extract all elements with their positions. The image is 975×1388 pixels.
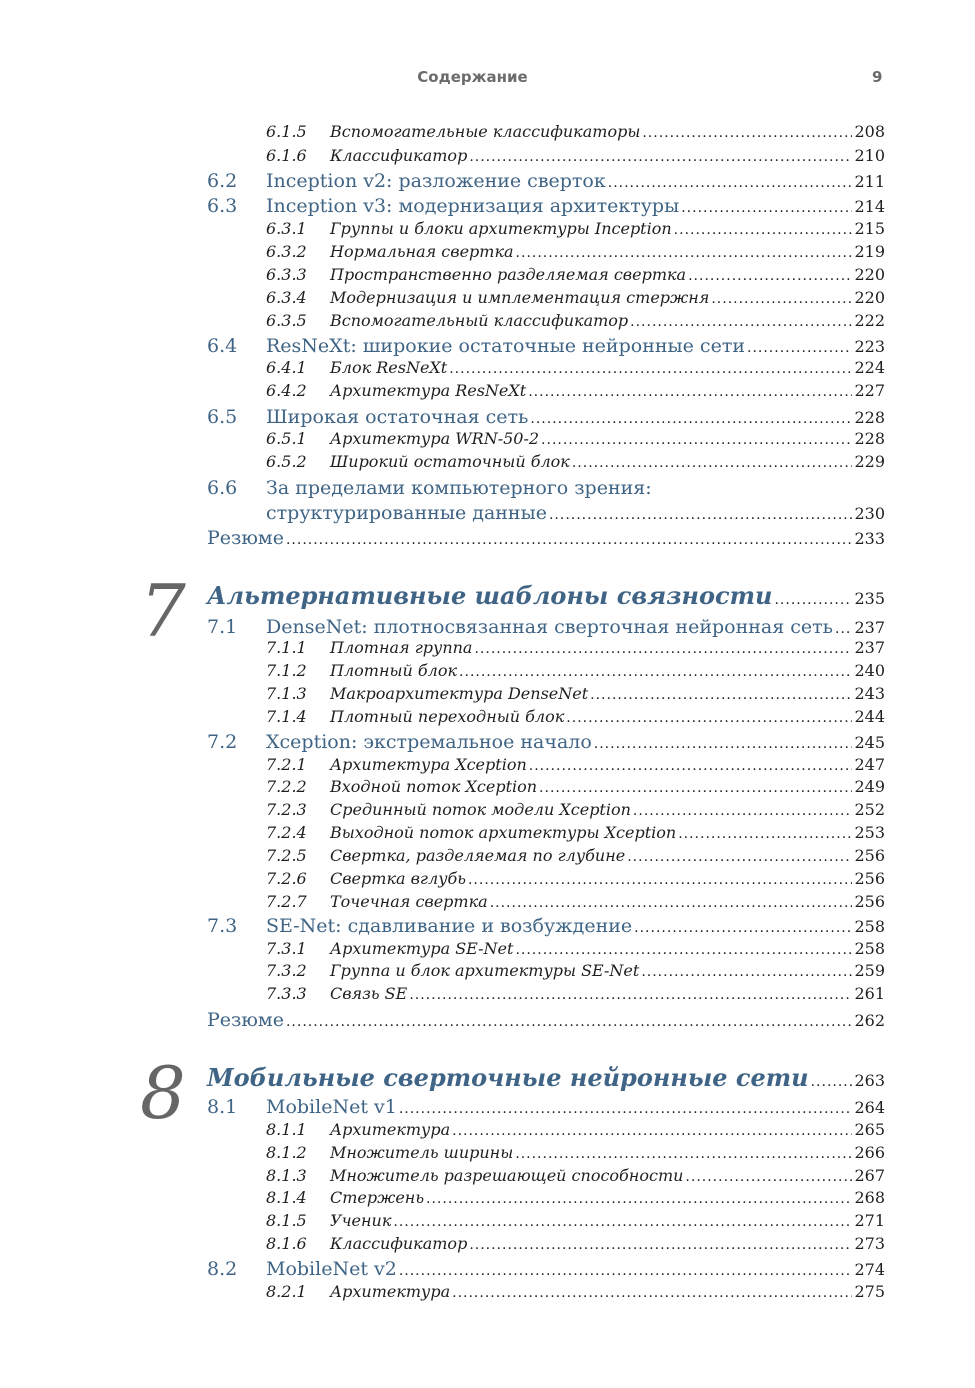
dot-leader: [530, 411, 852, 427]
toc-page-number: 253: [854, 823, 885, 842]
toc-page-number: 244: [854, 707, 885, 726]
toc-page-number: 274: [854, 1260, 885, 1279]
toc-entry-title: Xception: экстремальное начало: [266, 731, 592, 753]
toc-entry[interactable]: [0, 219, 975, 241]
toc-page-number: 230: [854, 504, 885, 523]
toc-page-number: 271: [854, 1211, 885, 1230]
toc-page-number: 220: [854, 265, 885, 284]
toc-entry-number: 7.2.1: [266, 755, 307, 774]
toc-page-number: 265: [854, 1120, 885, 1139]
toc-entry-title: Архитектура: [330, 1282, 451, 1301]
toc-entry-title: DenseNet: плотносвязанная сверточная нейронная сеть: [266, 616, 834, 638]
toc-page-number: 243: [854, 684, 885, 703]
toc-entry-title: Выходной поток архитектуры Xception: [330, 823, 677, 842]
dot-leader: [608, 175, 853, 191]
chapter-title: Альтернативные шаблоны связности: [207, 581, 773, 610]
dot-leader: [678, 826, 852, 842]
toc-entry-number: 6.4: [207, 335, 238, 357]
toc-entry-number: 7.2: [207, 731, 238, 753]
toc-entry-title: Inception v3: модернизация архитектуры: [266, 195, 680, 217]
dot-leader: [286, 532, 852, 548]
toc-entry[interactable]: [0, 1211, 975, 1233]
dot-leader: [468, 872, 852, 888]
toc-page-number: 229: [854, 452, 885, 471]
dot-leader: [515, 1146, 852, 1162]
toc-page-number: 252: [854, 800, 885, 819]
toc-entry-title: Ученик: [330, 1211, 392, 1230]
dot-leader: [515, 942, 852, 958]
toc-entry-number: 7.3.2: [266, 961, 307, 980]
toc-entry-number: 8.1: [207, 1096, 238, 1118]
toc-entry-title: Множитель ширины: [330, 1143, 514, 1162]
dot-leader: [409, 987, 852, 1003]
toc-page-number: 262: [854, 1011, 885, 1030]
toc-page-number: 233: [854, 529, 885, 548]
toc-entry[interactable]: [0, 684, 975, 706]
dot-leader: [452, 1123, 852, 1139]
toc-entry-title: структурированные данные: [266, 502, 547, 524]
chapter-number: 8: [140, 1051, 186, 1135]
toc-entry[interactable]: [0, 242, 975, 264]
toc-summary-entry[interactable]: [0, 1009, 975, 1031]
dot-leader: [529, 758, 853, 774]
toc-entry-title: Архитектура: [330, 1120, 451, 1139]
toc-entry-title: Блок ResNeXt: [330, 358, 448, 377]
dot-leader: [399, 1101, 853, 1117]
toc-entry-number: 6.5.2: [266, 452, 307, 471]
toc-entry-title: Свертка вглубь: [330, 869, 466, 888]
dot-leader: [399, 1263, 853, 1279]
dot-leader: [594, 736, 853, 752]
toc-entry-title: Плотный блок: [330, 661, 458, 680]
toc-entry-number: 7.1.3: [266, 684, 307, 703]
toc-entry-number: 7.3.3: [266, 984, 307, 1003]
toc-entry-title: За пределами компьютерного зрения:: [266, 477, 652, 499]
toc-entry[interactable]: [0, 502, 975, 524]
toc-entry-title: Стержень: [330, 1188, 425, 1207]
toc-entry[interactable]: [0, 892, 975, 914]
toc-entry-number: 6.5: [207, 406, 238, 428]
dot-leader: [688, 268, 852, 284]
toc-entry[interactable]: [0, 1143, 975, 1165]
toc-entry-title: Вспомогательный классификатор: [330, 311, 629, 330]
dot-leader: [516, 245, 853, 261]
toc-entry-title: Группы и блоки архитектуры Inception: [330, 219, 672, 238]
toc-entry[interactable]: [0, 823, 975, 845]
toc-entry[interactable]: [0, 755, 975, 777]
dot-leader: [474, 641, 852, 657]
toc-entry[interactable]: [0, 1234, 975, 1256]
dot-leader: [566, 710, 852, 726]
dot-leader: [469, 1237, 852, 1253]
toc-entry-number: 8.2: [207, 1258, 238, 1280]
toc-page-number: 247: [854, 755, 885, 774]
toc-entry-number: 7.1.2: [266, 661, 307, 680]
toc-page-number: 219: [854, 242, 885, 261]
toc-entry-title: SE-Net: сдавливание и возбуждение: [266, 915, 633, 937]
toc-entry-number: 7.1.4: [266, 707, 307, 726]
toc-page-number: 227: [854, 381, 885, 400]
toc-entry-title: MobileNet v2: [266, 1258, 397, 1280]
toc-entry-title: Архитектура WRN-50-2: [330, 429, 540, 448]
toc-entry[interactable]: [0, 170, 975, 192]
toc-page-number: 258: [854, 917, 885, 936]
toc-entry[interactable]: [0, 265, 975, 287]
toc-entry-title: Точечная свертка: [330, 892, 488, 911]
toc-entry-title: Связь SE: [330, 984, 408, 1003]
toc-entry-number: 6.1.5: [266, 122, 307, 141]
toc-entry[interactable]: [0, 638, 975, 660]
toc-entry[interactable]: [0, 616, 975, 638]
toc-entry-number: 6.2: [207, 170, 238, 192]
toc-page-number: 215: [854, 219, 885, 238]
dot-leader: [627, 849, 852, 865]
toc-entry-number: 6.3.5: [266, 311, 307, 330]
toc-entry[interactable]: [0, 311, 975, 333]
toc-page-number: 220: [854, 288, 885, 307]
dot-leader: [469, 149, 852, 165]
toc-page-number: 237: [854, 638, 885, 657]
toc-entry-number: 7.1.1: [266, 638, 307, 657]
toc-entry[interactable]: [0, 961, 975, 983]
toc-entry-number: 8.1.4: [266, 1188, 307, 1207]
toc-entry-number: 7.3: [207, 915, 238, 937]
dot-leader: [774, 592, 852, 608]
toc-entry-number: 6.5.1: [266, 429, 307, 448]
dot-leader: [674, 222, 853, 238]
toc-entry-title: Макроархитектура DenseNet: [330, 684, 589, 703]
toc-entry-number: 7.2.2: [266, 777, 307, 796]
dot-leader: [528, 384, 852, 400]
toc-entry-title: MobileNet v1: [266, 1096, 397, 1118]
toc-entry-number: 6.4.1: [266, 358, 307, 377]
toc-page-number: 228: [854, 408, 885, 427]
toc-entry[interactable]: [0, 984, 975, 1006]
toc-entry-title: Резюме: [207, 1009, 284, 1031]
toc-entry-wrapped-first-line[interactable]: [0, 477, 975, 499]
toc-chapter-entry[interactable]: [0, 581, 975, 611]
toc-entry-title: Модернизация и имплементация стержня: [330, 288, 710, 307]
toc-entry-number: 8.1.5: [266, 1211, 307, 1230]
toc-entry-title: Группа и блок архитектуры SE-Net: [330, 961, 640, 980]
dot-leader: [630, 314, 852, 330]
toc-entry-number: 7.2.5: [266, 846, 307, 865]
toc-entry-number: 6.3.2: [266, 242, 307, 261]
toc-entry[interactable]: [0, 381, 975, 403]
toc-page-number: 266: [854, 1143, 885, 1162]
toc-entry-title: Пространственно разделяемая свертка: [330, 265, 687, 284]
toc-entry-title: Inception v2: разложение сверток: [266, 170, 606, 192]
toc-page-number: 263: [854, 1071, 885, 1090]
toc-entry-title: Нормальная свертка: [330, 242, 514, 261]
toc-entry-title: ResNeXt: широкие остаточные нейронные сети: [266, 335, 745, 357]
toc-page-number: 228: [854, 429, 885, 448]
page-number: 9: [872, 68, 883, 86]
dot-leader: [459, 664, 852, 680]
toc-page-number: 261: [854, 984, 885, 1003]
toc-entry[interactable]: [0, 406, 975, 428]
toc-page-number: 249: [854, 777, 885, 796]
toc-entry-number: 6.6: [207, 477, 238, 499]
toc-entry-number: 7.2.6: [266, 869, 307, 888]
toc-entry-number: 8.1.2: [266, 1143, 307, 1162]
toc-page-number: 267: [854, 1166, 885, 1185]
toc-entry-number: 6.3: [207, 195, 238, 217]
toc-entry-title: Архитектура SE-Net: [330, 939, 514, 958]
dot-leader: [426, 1191, 852, 1207]
toc-entry[interactable]: [0, 869, 975, 891]
toc-page-number: 264: [854, 1098, 885, 1117]
toc-page-number: 256: [854, 869, 885, 888]
toc-entry-number: 7.2.7: [266, 892, 307, 911]
toc-entry-number: 8.2.1: [266, 1282, 307, 1301]
dot-leader: [642, 125, 852, 141]
toc-entry-title: Широкий остаточный блок: [330, 452, 570, 471]
toc-entry-title: Классификатор: [330, 1234, 468, 1253]
toc-entry[interactable]: [0, 358, 975, 380]
dot-leader: [452, 1285, 852, 1301]
toc-entry-number: 8.1.6: [266, 1234, 307, 1253]
toc-entry-number: 7.3.1: [266, 939, 307, 958]
toc-entry[interactable]: [0, 1188, 975, 1210]
toc-page-number: 211: [854, 172, 885, 191]
dot-leader: [490, 895, 853, 911]
toc-entry-number: 6.1.6: [266, 146, 307, 165]
toc-page-number: 258: [854, 939, 885, 958]
chapter-title: Мобильные сверточные нейронные сети: [207, 1063, 809, 1092]
toc-entry[interactable]: [0, 1166, 975, 1188]
toc-entry[interactable]: [0, 195, 975, 217]
toc-entry-number: 7.1: [207, 616, 238, 638]
toc-entry-number: 7.2.4: [266, 823, 307, 842]
toc-entry[interactable]: [0, 915, 975, 937]
toc-entry-title: Архитектура ResNeXt: [330, 381, 527, 400]
toc-entry-number: 8.1.1: [266, 1120, 307, 1139]
running-header-title: Содержание: [417, 68, 528, 86]
toc-entry-title: Вспомогательные классификаторы: [330, 122, 641, 141]
dot-leader: [393, 1214, 852, 1230]
toc-entry[interactable]: [0, 800, 975, 822]
dot-leader: [539, 780, 852, 796]
toc-entry[interactable]: [0, 1258, 975, 1280]
toc-entry-number: 7.2.3: [266, 800, 307, 819]
toc-page-number: 256: [854, 892, 885, 911]
toc-entry-title: Плотный переходный блок: [330, 707, 565, 726]
toc-entry-number: 6.3.4: [266, 288, 307, 307]
toc-entry[interactable]: [0, 452, 975, 474]
toc-page-number: 214: [854, 197, 885, 216]
dot-leader: [590, 687, 852, 703]
toc-entry-title: Множитель разрешающей способности: [330, 1166, 684, 1185]
toc-page-number: 245: [854, 733, 885, 752]
dot-leader: [811, 1074, 853, 1090]
dot-leader: [286, 1014, 852, 1030]
toc-entry-title: Классификатор: [330, 146, 468, 165]
toc-page-number: 235: [854, 589, 885, 608]
toc-entry-number: 6.3.1: [266, 219, 307, 238]
toc-entry[interactable]: [0, 122, 975, 144]
toc-entry-title: Плотная группа: [330, 638, 473, 657]
toc-entry[interactable]: [0, 731, 975, 753]
dot-leader: [747, 340, 852, 356]
toc-page-number: 223: [854, 337, 885, 356]
toc-entry-number: 8.1.3: [266, 1166, 307, 1185]
toc-page-number: 256: [854, 846, 885, 865]
dot-leader: [549, 507, 852, 523]
toc-page-number: 237: [854, 618, 885, 637]
dot-leader: [541, 432, 852, 448]
toc-entry[interactable]: [0, 1282, 975, 1304]
dot-leader: [835, 621, 852, 637]
toc-entry[interactable]: [0, 661, 975, 683]
toc-entry[interactable]: [0, 288, 975, 310]
toc-page-number: 268: [854, 1188, 885, 1207]
toc-entry-title: Свертка, разделяемая по глубине: [330, 846, 626, 865]
toc-entry[interactable]: [0, 429, 975, 451]
toc-page-number: 222: [854, 311, 885, 330]
toc-page-number: 273: [854, 1234, 885, 1253]
dot-leader: [634, 920, 852, 936]
toc-entry[interactable]: [0, 939, 975, 961]
toc-summary-entry[interactable]: [0, 527, 975, 549]
toc-entry-number: 6.3.3: [266, 265, 307, 284]
toc-page-number: 208: [854, 122, 885, 141]
dot-leader: [572, 455, 853, 471]
dot-leader: [641, 964, 852, 980]
chapter-number: 7: [140, 569, 186, 653]
toc-page-number: 210: [854, 146, 885, 165]
dot-leader: [449, 361, 852, 377]
toc-entry-title: Архитектура Xception: [330, 755, 527, 774]
toc-chapter-entry[interactable]: [0, 1063, 975, 1093]
toc-entry[interactable]: [0, 1120, 975, 1142]
dot-leader: [685, 1169, 852, 1185]
toc-entry-title: Входной поток Xception: [330, 777, 538, 796]
dot-leader: [681, 200, 852, 216]
toc-page-number: 224: [854, 358, 885, 377]
toc-entry[interactable]: [0, 146, 975, 168]
toc-entry[interactable]: [0, 1096, 975, 1118]
toc-entry-title: Резюме: [207, 527, 284, 549]
toc-page-number: 259: [854, 961, 885, 980]
toc-page-number: 240: [854, 661, 885, 680]
dot-leader: [633, 803, 853, 819]
toc-entry[interactable]: [0, 707, 975, 729]
toc-entry-number: 6.4.2: [266, 381, 307, 400]
toc-entry-title: Широкая остаточная сеть: [266, 406, 529, 428]
dot-leader: [711, 291, 852, 307]
toc-entry[interactable]: [0, 777, 975, 799]
toc-entry-title: Срединный поток модели Xception: [330, 800, 631, 819]
toc-page-number: 275: [854, 1282, 885, 1301]
toc-entry[interactable]: [0, 335, 975, 357]
toc-entry[interactable]: [0, 846, 975, 868]
